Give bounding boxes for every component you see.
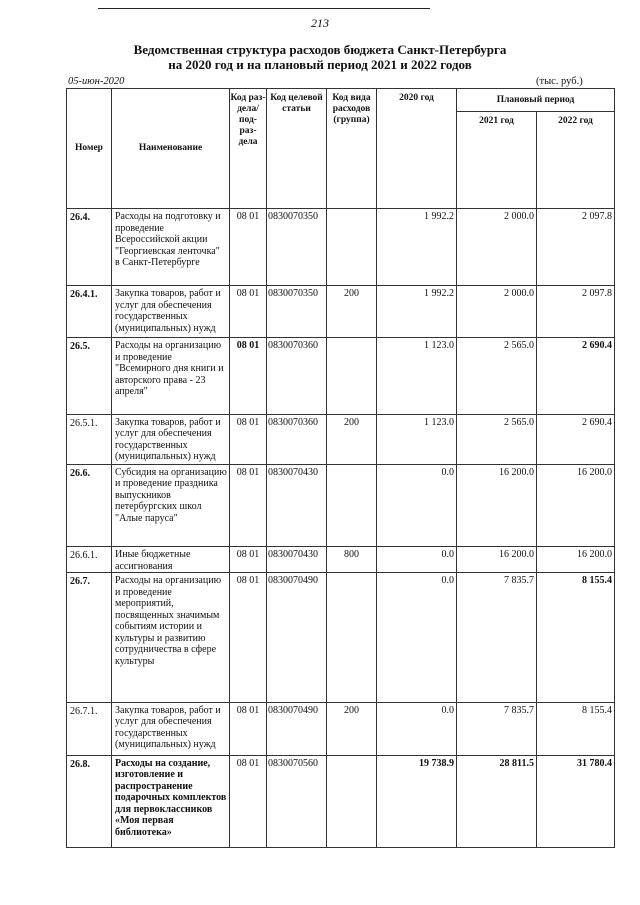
row-name: Расходы на организацию и проведение "Всемирного дня книги и авторского права - 23 апреля" <box>112 338 230 414</box>
budget-table <box>66 88 615 848</box>
table-row <box>67 464 615 546</box>
table-row <box>67 573 615 702</box>
header-group-text: Код вида расходов (группа) <box>332 93 371 125</box>
header-section-text: Код раз- дела/ под- раз- дела <box>230 93 266 147</box>
top-rule <box>98 8 430 9</box>
row-number: 26.5. <box>67 338 112 414</box>
row-2020: 1 992.2 <box>377 286 457 338</box>
header-number: Номер <box>67 89 112 209</box>
row-number: 26.8. <box>67 755 112 847</box>
row-number: 26.4. <box>67 209 112 286</box>
row-section: 08 01 <box>230 286 267 338</box>
row-2022: 2 690.4 <box>537 338 615 414</box>
row-target: 0830070350 <box>267 209 327 286</box>
document-title-line2: на 2020 год и на плановый период 2021 и 2022 годов <box>168 57 472 72</box>
row-section: 08 01 <box>230 702 267 755</box>
row-2021: 2 000.0 <box>457 286 537 338</box>
header-2020 <box>377 89 457 209</box>
row-target: 0830070360 <box>267 338 327 414</box>
row-target: 0830070560 <box>267 755 327 847</box>
table-row <box>67 702 615 755</box>
row-2021: 7 835.7 <box>457 702 537 755</box>
row-2021: 28 811.5 <box>457 755 537 847</box>
header-2021-text: 2021 год <box>479 116 514 126</box>
row-name: Закупка товаров, работ и услуг для обеспечения государственных (муниципальных) нужд <box>112 702 230 755</box>
row-group: 200 <box>327 702 377 755</box>
header-target <box>267 89 327 209</box>
row-name: Расходы на организацию и проведение мероприятий, посвященных значимым событиям истории и культуры и развитию сотрудничества в сфере культуры <box>112 573 230 702</box>
row-2022: 16 200.0 <box>537 464 615 546</box>
header-target-text: Код целевой статьи <box>270 93 323 114</box>
table-row <box>67 286 615 338</box>
row-2021: 2 000.0 <box>457 209 537 286</box>
row-number: 26.4.1. <box>67 286 112 338</box>
header-2020-text: 2020 год <box>399 93 434 103</box>
row-target: 0830070350 <box>267 286 327 338</box>
row-2021: 16 200.0 <box>457 464 537 546</box>
row-2022: 2 097.8 <box>537 286 615 338</box>
row-group <box>327 573 377 702</box>
row-2022: 2 097.8 <box>537 209 615 286</box>
row-target: 0830070430 <box>267 464 327 546</box>
row-name: Закупка товаров, работ и услуг для обеспечения государственных (муниципальных) нужд <box>112 414 230 464</box>
header-section <box>230 89 267 209</box>
row-2020: 1 123.0 <box>377 338 457 414</box>
row-2021: 2 565.0 <box>457 414 537 464</box>
row-name: Субсидия на организацию и проведение праздника выпускников петербургских школ "Алые паруса" <box>112 464 230 546</box>
document-title-line1: Ведомственная структура расходов бюджета Санкт-Петербурга <box>133 42 507 57</box>
header-name: Наименование <box>112 89 230 209</box>
row-section: 08 01 <box>230 338 267 414</box>
units-label: (тыс. руб.) <box>536 76 583 87</box>
row-target: 0830070490 <box>267 702 327 755</box>
row-number: 26.7.1. <box>67 702 112 755</box>
row-2022: 8 155.4 <box>537 573 615 702</box>
row-group: 200 <box>327 414 377 464</box>
row-section: 08 01 <box>230 209 267 286</box>
row-number: 26.6. <box>67 464 112 546</box>
row-group <box>327 209 377 286</box>
table-row <box>67 755 615 847</box>
row-name: Иные бюджетные ассигнования <box>112 547 230 573</box>
row-2020: 1 123.0 <box>377 414 457 464</box>
row-2020: 19 738.9 <box>377 755 457 847</box>
header-2022-text: 2022 год <box>558 116 593 126</box>
row-2021: 16 200.0 <box>457 547 537 573</box>
table-row <box>67 209 615 286</box>
row-section: 08 01 <box>230 414 267 464</box>
row-group <box>327 464 377 546</box>
table-row <box>67 547 615 573</box>
row-name: Расходы на создание, изготовление и распространение подарочных комплектов для первоклассников «Моя первая библиотека» <box>112 755 230 847</box>
row-2020: 0.0 <box>377 573 457 702</box>
row-2022: 8 155.4 <box>537 702 615 755</box>
row-number: 26.6.1. <box>67 547 112 573</box>
row-group: 200 <box>327 286 377 338</box>
row-group <box>327 338 377 414</box>
header-planned: Плановый период <box>457 89 615 112</box>
row-2022: 2 690.4 <box>537 414 615 464</box>
row-2020: 1 992.2 <box>377 209 457 286</box>
row-2021: 7 835.7 <box>457 573 537 702</box>
row-target: 0830070490 <box>267 573 327 702</box>
row-group <box>327 755 377 847</box>
document-date: 05-июн-2020 <box>68 76 125 87</box>
row-section: 08 01 <box>230 464 267 546</box>
row-number: 26.5.1. <box>67 414 112 464</box>
header-2021 <box>457 112 537 209</box>
table-row <box>67 414 615 464</box>
row-name: Расходы на подготовку и проведение Всероссийской акции "Георгиевская ленточка" в Санкт-Петербурге <box>112 209 230 286</box>
row-group: 800 <box>327 547 377 573</box>
row-2022: 31 780.4 <box>537 755 615 847</box>
row-section: 08 01 <box>230 547 267 573</box>
row-target: 0830070360 <box>267 414 327 464</box>
page-number: 213 <box>311 16 329 30</box>
row-section: 08 01 <box>230 573 267 702</box>
row-target: 0830070430 <box>267 547 327 573</box>
table-row <box>67 338 615 414</box>
header-2022 <box>537 112 615 209</box>
row-2022: 16 200.0 <box>537 547 615 573</box>
header-group <box>327 89 377 209</box>
row-2021: 2 565.0 <box>457 338 537 414</box>
row-section: 08 01 <box>230 755 267 847</box>
row-number: 26.7. <box>67 573 112 702</box>
row-name: Закупка товаров, работ и услуг для обеспечения государственных (муниципальных) нужд <box>112 286 230 338</box>
row-2020: 0.0 <box>377 702 457 755</box>
row-2020: 0.0 <box>377 547 457 573</box>
row-2020: 0.0 <box>377 464 457 546</box>
